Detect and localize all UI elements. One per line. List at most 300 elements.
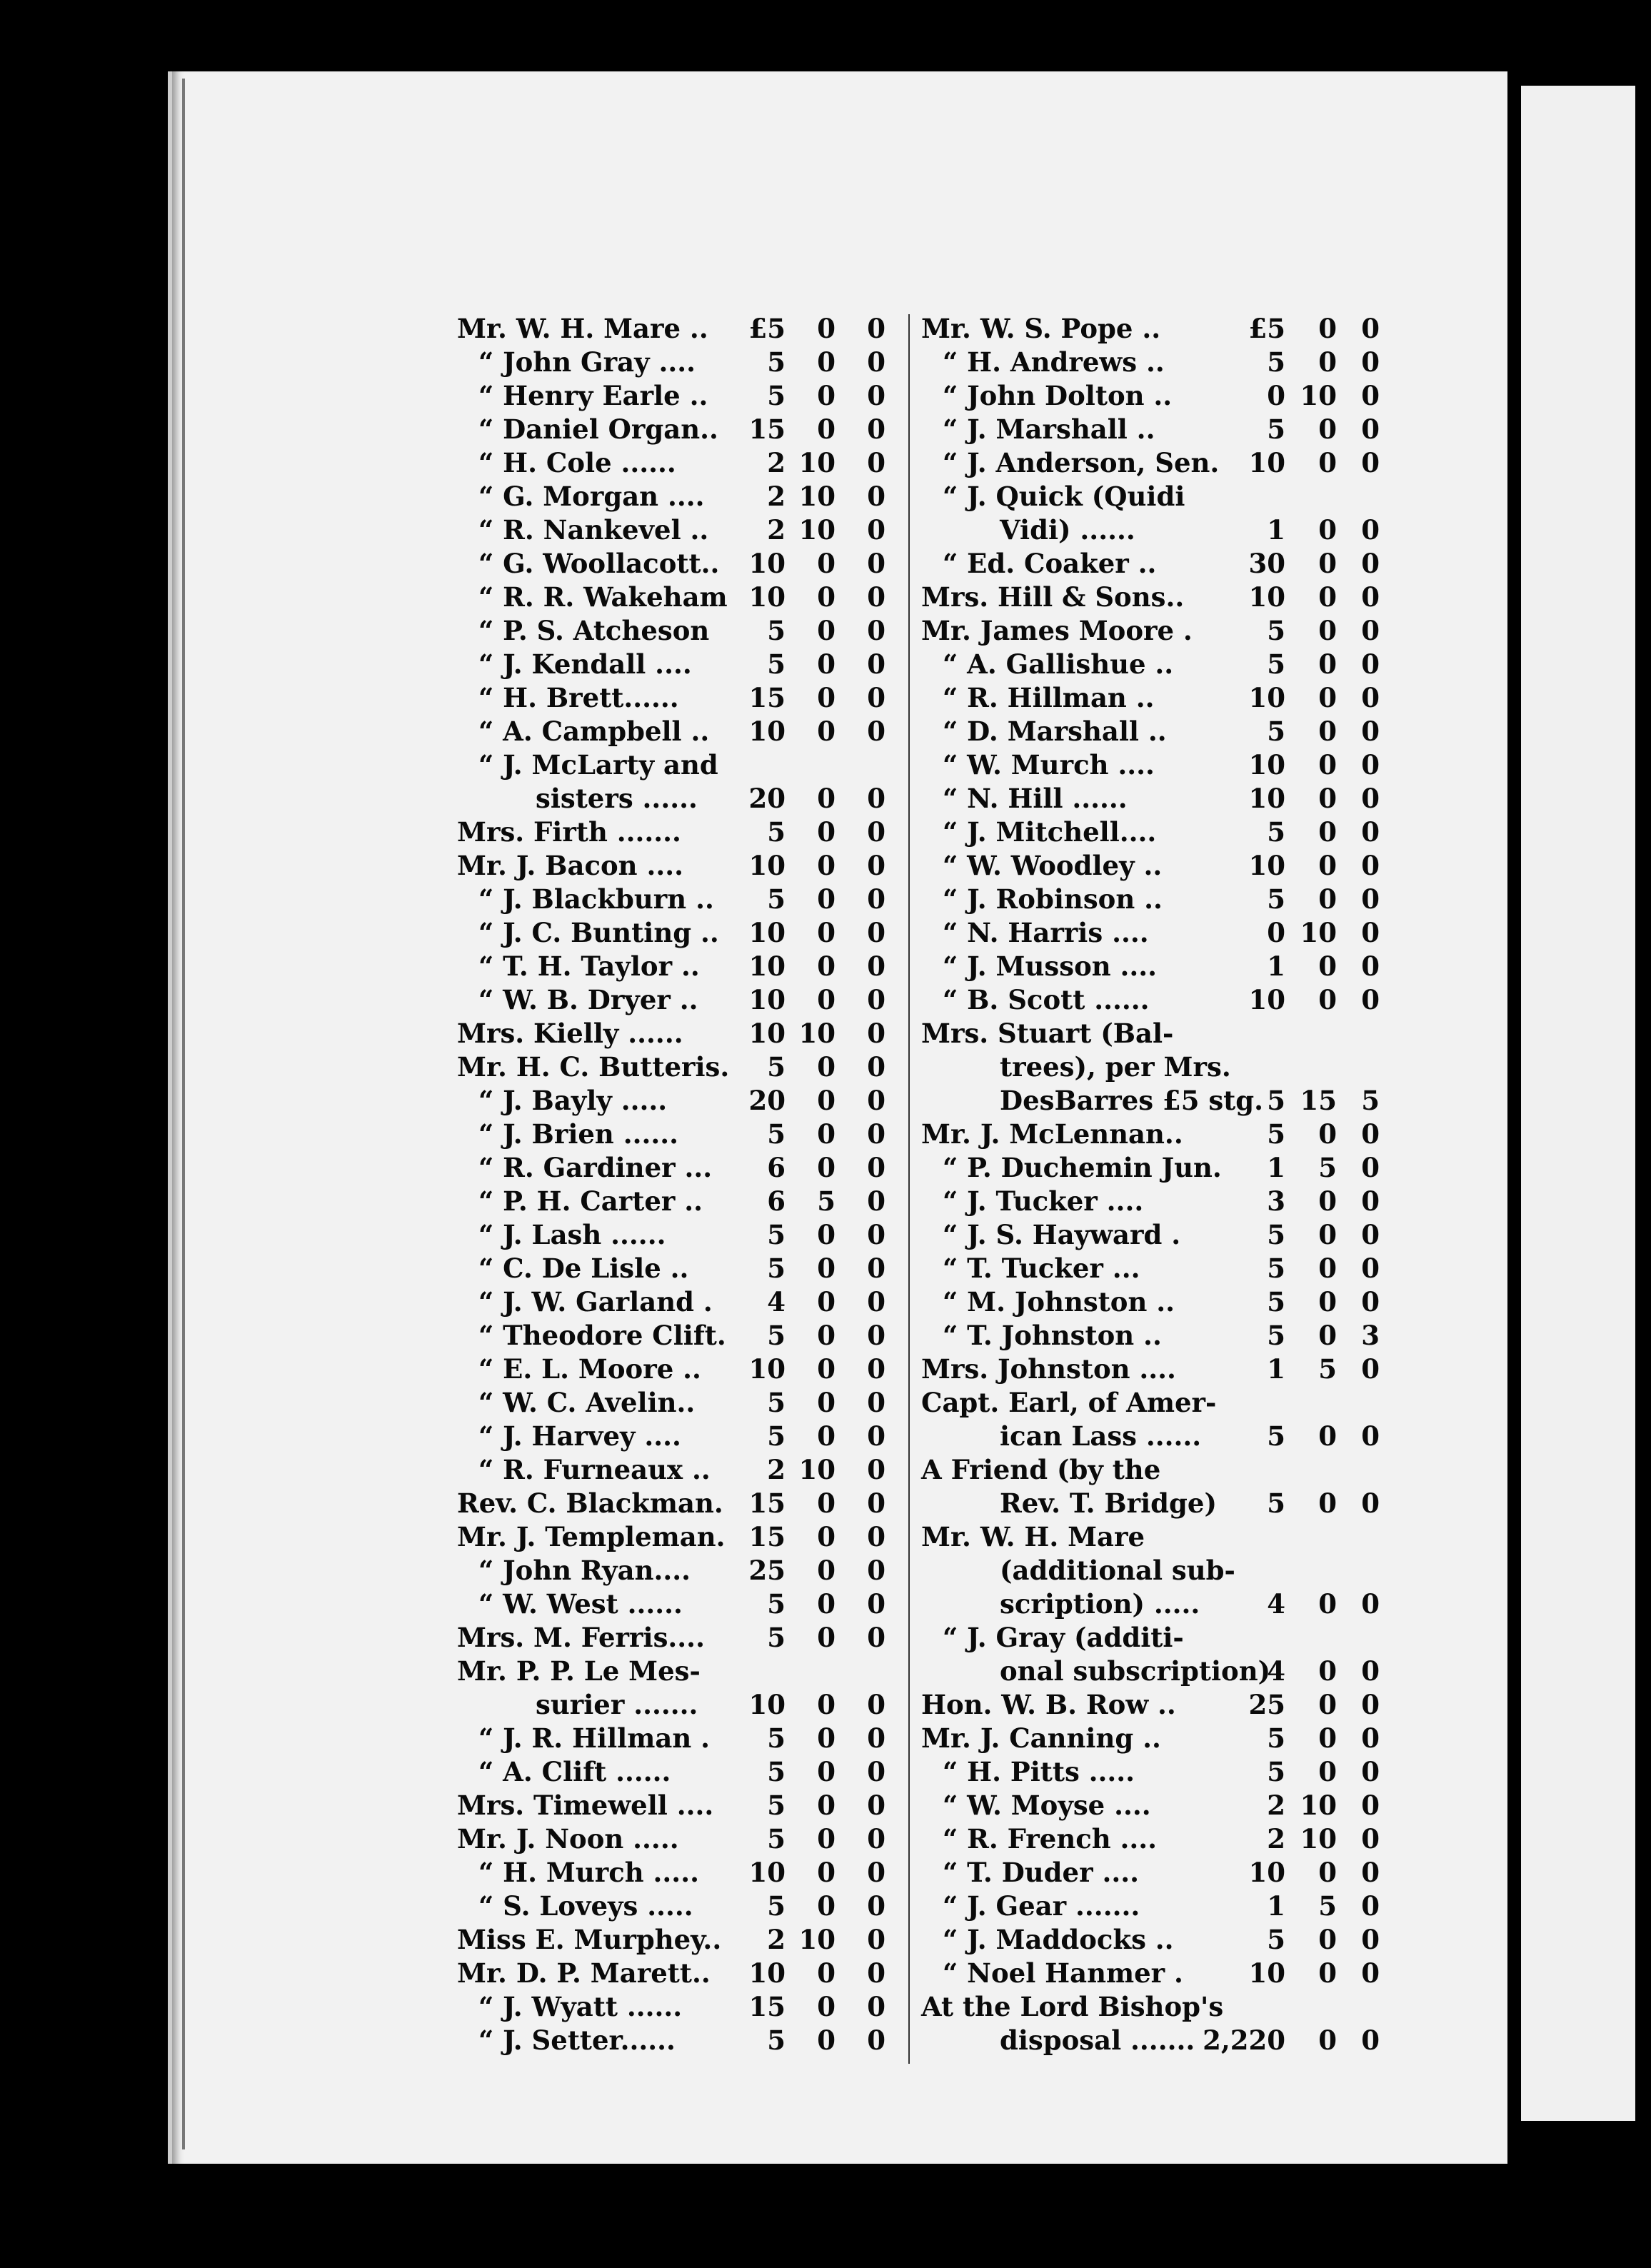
subscriber-name: Rev. T. Bridge) bbox=[1000, 1487, 1217, 1519]
subscriber-row bbox=[457, 1387, 908, 1420]
amount-pounds: 5 bbox=[767, 1051, 786, 1083]
amount-pounds: 5 bbox=[1267, 1286, 1285, 1318]
subscriber-name: “ Theodore Clift. bbox=[478, 1320, 726, 1351]
amount-pence: 0 bbox=[867, 1790, 885, 1821]
subscriber-name: Mrs. Firth ....... bbox=[457, 816, 681, 848]
subscriber-row bbox=[921, 1689, 1378, 1722]
amount-pence: 0 bbox=[867, 514, 885, 546]
amount-pounds: 15 bbox=[748, 1521, 786, 1552]
subscriber-name: Mrs. M. Ferris.... bbox=[457, 1622, 705, 1653]
subscriber-row bbox=[457, 783, 908, 816]
subscriber-row bbox=[457, 2024, 908, 2058]
amount-shillings: 0 bbox=[1318, 783, 1337, 814]
subscriber-row bbox=[457, 1722, 908, 1756]
subscriber-row bbox=[921, 1018, 1378, 1051]
subscriber-row bbox=[457, 1286, 908, 1320]
amount-shillings: 0 bbox=[1318, 1689, 1337, 1720]
subscriber-name: “ Noel Hanmer . bbox=[943, 1957, 1183, 1989]
amount-shillings: 0 bbox=[1318, 1924, 1337, 1955]
amount-pounds: 5 bbox=[767, 648, 786, 680]
subscriber-row bbox=[457, 984, 908, 1018]
amount-shillings: 10 bbox=[1300, 380, 1337, 411]
subscriber-row bbox=[457, 1152, 908, 1185]
amount-pounds: 5 bbox=[767, 1722, 786, 1754]
amount-shillings: 0 bbox=[1318, 850, 1337, 881]
amount-shillings: 0 bbox=[817, 1253, 835, 1284]
page-spine-shadow bbox=[182, 79, 185, 2149]
subscriber-name: Mr. J. McLennan.. bbox=[921, 1118, 1183, 1150]
amount-pence: 0 bbox=[867, 447, 885, 478]
subscriber-name: scription) ..... bbox=[1000, 1588, 1200, 1620]
subscriber-name: “ J. Marshall .. bbox=[943, 413, 1155, 445]
subscriber-name: (additional sub- bbox=[1000, 1555, 1235, 1586]
subscriber-row bbox=[921, 1253, 1378, 1286]
subscriber-name: Mrs. Hill & Sons.. bbox=[921, 581, 1185, 613]
amount-pence: 0 bbox=[1361, 413, 1380, 445]
amount-pence: 0 bbox=[1361, 1353, 1380, 1385]
subscriber-row bbox=[921, 682, 1378, 716]
amount-pence: 0 bbox=[867, 346, 885, 378]
subscriber-row bbox=[457, 1890, 908, 1924]
subscriber-name: “ John Gray .... bbox=[478, 346, 696, 378]
amount-pence: 0 bbox=[867, 682, 885, 713]
subscriber-row bbox=[921, 1790, 1378, 1823]
amount-pence: 0 bbox=[867, 481, 885, 512]
amount-pounds: 4 bbox=[1267, 1655, 1285, 1687]
amount-pounds: 5 bbox=[1267, 1756, 1285, 1787]
subscriber-name: “ W. B. Dryer .. bbox=[478, 984, 698, 1015]
amount-pence: 0 bbox=[1361, 2024, 1380, 2056]
amount-pounds: 1 bbox=[1267, 1152, 1285, 1183]
amount-pence: 0 bbox=[867, 1118, 885, 1150]
subscriber-name: Mr. James Moore . bbox=[921, 615, 1193, 646]
subscriber-row bbox=[457, 1018, 908, 1051]
subscriber-name: Mrs. Stuart (Bal- bbox=[921, 1018, 1174, 1049]
amount-pounds: 5 bbox=[1267, 1924, 1285, 1955]
amount-pounds: 5 bbox=[767, 816, 786, 848]
amount-pence: 0 bbox=[1361, 313, 1380, 344]
amount-shillings: 0 bbox=[817, 1957, 835, 1989]
subscriber-name: “ Daniel Organ.. bbox=[478, 413, 718, 445]
amount-pounds: 15 bbox=[748, 1487, 786, 1519]
amount-pence: 0 bbox=[1361, 1420, 1380, 1452]
amount-shillings: 5 bbox=[817, 1185, 835, 1217]
subscriber-row bbox=[457, 850, 908, 883]
subscriber-name: “ G. Woollacott.. bbox=[478, 548, 720, 579]
subscriber-name: A Friend (by the bbox=[921, 1454, 1161, 1485]
amount-shillings: 0 bbox=[817, 1286, 835, 1318]
amount-pounds: 5 bbox=[1267, 648, 1285, 680]
subscriber-row bbox=[457, 615, 908, 648]
subscriber-row bbox=[457, 313, 908, 346]
amount-pence: 0 bbox=[1361, 1890, 1380, 1922]
amount-pounds: 5 bbox=[767, 883, 786, 915]
subscriber-row bbox=[921, 1185, 1378, 1219]
amount-shillings: 0 bbox=[817, 1152, 835, 1183]
amount-shillings: 0 bbox=[1318, 1286, 1337, 1318]
subscriber-name: Mr. W. H. Mare bbox=[921, 1521, 1145, 1552]
amount-pence: 0 bbox=[1361, 1790, 1380, 1821]
subscriber-name: “ J. Maddocks .. bbox=[943, 1924, 1174, 1955]
amount-pounds: 10 bbox=[1248, 783, 1285, 814]
amount-shillings: 0 bbox=[817, 346, 835, 378]
subscriber-name: “ N. Hill ...... bbox=[943, 783, 1128, 814]
amount-pounds: 5 bbox=[1267, 1085, 1285, 1116]
amount-shillings: 0 bbox=[1318, 346, 1337, 378]
subscriber-name: “ H. Andrews .. bbox=[943, 346, 1165, 378]
subscriber-name: “ S. Loveys ..... bbox=[478, 1890, 693, 1922]
amount-shillings: 0 bbox=[1318, 816, 1337, 848]
amount-pounds: £5 bbox=[748, 313, 786, 344]
amount-pounds: 5 bbox=[767, 2024, 786, 2056]
subscriber-name: “ J. Wyatt ...... bbox=[478, 1991, 683, 2022]
subscriber-row bbox=[457, 1420, 908, 1454]
amount-shillings: 0 bbox=[817, 950, 835, 982]
subscriber-row bbox=[457, 1588, 908, 1622]
subscriber-name: Mr. J. Canning .. bbox=[921, 1722, 1161, 1754]
amount-pounds: 2 bbox=[767, 481, 786, 512]
subscriber-row bbox=[457, 682, 908, 716]
amount-pence: 0 bbox=[867, 1487, 885, 1519]
subscriber-name: Mr. W. H. Mare .. bbox=[457, 313, 708, 344]
amount-pounds: 0 bbox=[1267, 917, 1285, 948]
amount-shillings: 0 bbox=[817, 581, 835, 613]
amount-shillings: 0 bbox=[1318, 1722, 1337, 1754]
amount-pence: 0 bbox=[1361, 1118, 1380, 1150]
subscriber-name: Mr. D. P. Marett.. bbox=[457, 1957, 711, 1989]
subscriber-row bbox=[457, 1957, 908, 1991]
amount-shillings: 0 bbox=[817, 1991, 835, 2022]
amount-pence: 0 bbox=[1361, 783, 1380, 814]
subscriber-row bbox=[921, 1085, 1378, 1118]
amount-pence: 0 bbox=[867, 984, 885, 1015]
subscriber-row bbox=[921, 1454, 1378, 1487]
subscriber-row bbox=[921, 481, 1378, 514]
amount-pence: 0 bbox=[1361, 716, 1380, 747]
amount-pence: 0 bbox=[867, 716, 885, 747]
amount-shillings: 0 bbox=[817, 716, 835, 747]
subscriber-name: “ Ed. Coaker .. bbox=[943, 548, 1157, 579]
amount-shillings: 0 bbox=[817, 1051, 835, 1083]
amount-pounds: 20 bbox=[748, 1085, 786, 1116]
amount-pounds: 2,220 bbox=[1203, 2024, 1285, 2056]
subscriber-row bbox=[457, 1857, 908, 1890]
amount-pence: 0 bbox=[867, 1756, 885, 1787]
subscriber-name: “ Henry Earle .. bbox=[478, 380, 708, 411]
amount-pence: 0 bbox=[867, 615, 885, 646]
amount-shillings: 0 bbox=[817, 1555, 835, 1586]
amount-shillings: 0 bbox=[817, 1890, 835, 1922]
amount-pence: 0 bbox=[867, 1253, 885, 1284]
subscriber-name: Mr. P. P. Le Mes- bbox=[457, 1655, 701, 1687]
amount-pence: 0 bbox=[1361, 1722, 1380, 1754]
subscriber-name: “ A. Gallishue .. bbox=[943, 648, 1174, 680]
amount-pounds: 5 bbox=[767, 1790, 786, 1821]
subscriber-name: “ J. Anderson, Sen. bbox=[943, 447, 1220, 478]
subscriber-name: “ R. Nankevel .. bbox=[478, 514, 709, 546]
amount-pounds: 10 bbox=[748, 1689, 786, 1720]
amount-pence: 0 bbox=[867, 2024, 885, 2056]
subscriber-row bbox=[921, 883, 1378, 917]
amount-pence: 0 bbox=[1361, 581, 1380, 613]
amount-shillings: 0 bbox=[817, 682, 835, 713]
subscriber-row bbox=[457, 648, 908, 682]
amount-pence: 0 bbox=[1361, 1152, 1380, 1183]
subscriber-row bbox=[921, 581, 1378, 615]
subscriber-name: “ W. Moyse .... bbox=[943, 1790, 1151, 1821]
subscriber-name: trees), per Mrs. bbox=[1000, 1051, 1231, 1083]
amount-shillings: 0 bbox=[1318, 716, 1337, 747]
amount-pounds: 15 bbox=[748, 682, 786, 713]
subscriber-name: “ J. McLarty and bbox=[478, 749, 718, 781]
amount-shillings: 0 bbox=[1318, 1756, 1337, 1787]
subscriber-name: “ W. West ...... bbox=[478, 1588, 683, 1620]
amount-pounds: 10 bbox=[748, 850, 786, 881]
amount-shillings: 0 bbox=[817, 816, 835, 848]
amount-pence: 0 bbox=[867, 1152, 885, 1183]
subscriber-name: “ T. Johnston .. bbox=[943, 1320, 1162, 1351]
amount-pounds: 5 bbox=[767, 346, 786, 378]
amount-pence: 0 bbox=[867, 648, 885, 680]
subscriber-name: “ J. S. Hayward . bbox=[943, 1219, 1181, 1250]
amount-pence: 0 bbox=[867, 581, 885, 613]
adjacent-page-edge bbox=[1521, 86, 1635, 2121]
amount-shillings: 10 bbox=[798, 1018, 835, 1049]
subscriber-row bbox=[457, 346, 908, 380]
amount-shillings: 15 bbox=[1300, 1085, 1337, 1116]
subscriber-name: DesBarres £5 stg. bbox=[1000, 1085, 1263, 1116]
amount-pence: 0 bbox=[867, 1454, 885, 1485]
subscriber-name: “ D. Marshall .. bbox=[943, 716, 1167, 747]
subscriber-row bbox=[457, 581, 908, 615]
subscriber-row bbox=[921, 1286, 1378, 1320]
subscriber-name: “ A. Campbell .. bbox=[478, 716, 710, 747]
subscriber-name: “ T. H. Taylor .. bbox=[478, 950, 700, 982]
subscriber-name: “ R. Gardiner ... bbox=[478, 1152, 713, 1183]
subscriber-row bbox=[921, 749, 1378, 783]
amount-pounds: 5 bbox=[1267, 883, 1285, 915]
amount-shillings: 0 bbox=[817, 1857, 835, 1888]
amount-shillings: 0 bbox=[1318, 1253, 1337, 1284]
amount-pounds: 5 bbox=[767, 1420, 786, 1452]
subscriber-row bbox=[921, 1890, 1378, 1924]
subscriber-name: “ H. Pitts ..... bbox=[943, 1756, 1135, 1787]
subscriber-row bbox=[921, 1353, 1378, 1387]
subscriber-name: Mr. J. Noon ..... bbox=[457, 1823, 679, 1855]
amount-pounds: 10 bbox=[748, 716, 786, 747]
amount-pence: 0 bbox=[867, 380, 885, 411]
subscriber-row bbox=[457, 380, 908, 413]
amount-shillings: 0 bbox=[817, 413, 835, 445]
amount-shillings: 0 bbox=[817, 1219, 835, 1250]
subscriber-name: disposal ....... bbox=[1000, 2024, 1195, 2056]
amount-shillings: 0 bbox=[817, 883, 835, 915]
amount-pounds: 1 bbox=[1267, 1890, 1285, 1922]
amount-pounds: 5 bbox=[1267, 1320, 1285, 1351]
amount-pounds: 5 bbox=[1267, 1487, 1285, 1519]
amount-pence: 0 bbox=[867, 1286, 885, 1318]
subscriber-row bbox=[457, 1320, 908, 1353]
subscriber-row bbox=[457, 1454, 908, 1487]
amount-pounds: 1 bbox=[1267, 1353, 1285, 1385]
subscriber-row bbox=[921, 950, 1378, 984]
amount-pence: 0 bbox=[867, 1991, 885, 2022]
subscriber-row bbox=[921, 816, 1378, 850]
amount-pounds: 10 bbox=[748, 1857, 786, 1888]
amount-shillings: 0 bbox=[1318, 1420, 1337, 1452]
amount-pounds: 10 bbox=[748, 1957, 786, 1989]
amount-pounds: 10 bbox=[748, 917, 786, 948]
subscriber-name: “ N. Harris .... bbox=[943, 917, 1149, 948]
subscriber-row bbox=[457, 1823, 908, 1857]
amount-shillings: 0 bbox=[1318, 1655, 1337, 1687]
amount-pence: 0 bbox=[867, 1722, 885, 1754]
amount-pounds: 5 bbox=[767, 1320, 786, 1351]
amount-pence: 3 bbox=[1361, 1320, 1380, 1351]
amount-shillings: 0 bbox=[817, 1487, 835, 1519]
subscriber-row bbox=[457, 1085, 908, 1118]
subscriber-row bbox=[921, 1957, 1378, 1991]
amount-shillings: 0 bbox=[817, 1353, 835, 1385]
amount-pounds: 10 bbox=[1248, 984, 1285, 1015]
amount-pence: 0 bbox=[1361, 648, 1380, 680]
amount-shillings: 0 bbox=[817, 615, 835, 646]
subscriber-name: “ P. S. Atcheson bbox=[478, 615, 710, 646]
amount-shillings: 0 bbox=[817, 1420, 835, 1452]
amount-pounds: 10 bbox=[1248, 749, 1285, 781]
amount-pounds: 15 bbox=[748, 1991, 786, 2022]
amount-pounds: 5 bbox=[767, 1118, 786, 1150]
subscriber-name: “ John Dolton .. bbox=[943, 380, 1173, 411]
subscriber-row bbox=[457, 1790, 908, 1823]
amount-pounds: 6 bbox=[767, 1152, 786, 1183]
amount-shillings: 0 bbox=[817, 2024, 835, 2056]
subscriber-row bbox=[457, 749, 908, 783]
amount-shillings: 0 bbox=[817, 1790, 835, 1821]
amount-shillings: 0 bbox=[1318, 548, 1337, 579]
subscriber-row bbox=[921, 1622, 1378, 1655]
subscriber-row bbox=[457, 1219, 908, 1253]
amount-pounds: 5 bbox=[767, 1622, 786, 1653]
amount-pounds: 5 bbox=[767, 615, 786, 646]
amount-pounds: 10 bbox=[748, 950, 786, 982]
amount-pence: 0 bbox=[867, 1185, 885, 1217]
amount-shillings: 0 bbox=[817, 648, 835, 680]
amount-pence: 0 bbox=[867, 783, 885, 814]
amount-pounds: 10 bbox=[1248, 1957, 1285, 1989]
amount-pounds: 10 bbox=[748, 548, 786, 579]
subscriber-row bbox=[921, 1387, 1378, 1420]
subscriber-row bbox=[921, 1655, 1378, 1689]
subscriber-name: sisters ...... bbox=[536, 783, 698, 814]
subscriber-name: “ H. Brett...... bbox=[478, 682, 679, 713]
amount-pence: 5 bbox=[1361, 1085, 1380, 1116]
amount-pounds: 4 bbox=[767, 1286, 786, 1318]
amount-pence: 0 bbox=[867, 1018, 885, 1049]
amount-pence: 0 bbox=[1361, 380, 1380, 411]
subscriber-name: “ J. W. Garland . bbox=[478, 1286, 713, 1318]
amount-pence: 0 bbox=[867, 850, 885, 881]
amount-pence: 0 bbox=[867, 313, 885, 344]
subscriber-name: “ J. R. Hillman . bbox=[478, 1722, 710, 1754]
subscriber-row bbox=[921, 1219, 1378, 1253]
amount-pence: 0 bbox=[1361, 1185, 1380, 1217]
amount-shillings: 0 bbox=[817, 783, 835, 814]
subscriber-row bbox=[921, 1487, 1378, 1521]
subscriber-row bbox=[921, 1320, 1378, 1353]
subscriber-row bbox=[921, 648, 1378, 682]
subscriber-name: Capt. Earl, of Amer- bbox=[921, 1387, 1217, 1418]
amount-pence: 0 bbox=[1361, 682, 1380, 713]
amount-shillings: 10 bbox=[1300, 1790, 1337, 1821]
amount-shillings: 0 bbox=[817, 917, 835, 948]
amount-pounds: 2 bbox=[767, 1924, 786, 1955]
amount-pounds: 5 bbox=[1267, 413, 1285, 445]
amount-shillings: 0 bbox=[1318, 883, 1337, 915]
amount-pounds: 10 bbox=[1248, 682, 1285, 713]
subscriber-row bbox=[457, 1118, 908, 1152]
amount-pence: 0 bbox=[1361, 917, 1380, 948]
subscriber-row bbox=[457, 481, 908, 514]
amount-pounds: 10 bbox=[1248, 1857, 1285, 1888]
subscriber-row bbox=[921, 1420, 1378, 1454]
amount-pence: 0 bbox=[867, 917, 885, 948]
subscriber-row bbox=[921, 615, 1378, 648]
amount-pounds: 10 bbox=[748, 1353, 786, 1385]
amount-pounds: 25 bbox=[748, 1555, 786, 1586]
amount-shillings: 0 bbox=[1318, 313, 1337, 344]
subscriber-name: Rev. C. Blackman. bbox=[457, 1487, 723, 1519]
amount-pence: 0 bbox=[1361, 850, 1380, 881]
amount-pence: 0 bbox=[1361, 1219, 1380, 1250]
subscriber-row bbox=[921, 1823, 1378, 1857]
subscriber-row bbox=[457, 1353, 908, 1387]
amount-shillings: 0 bbox=[1318, 1957, 1337, 1989]
subscriber-row bbox=[457, 1924, 908, 1957]
amount-pence: 0 bbox=[1361, 447, 1380, 478]
amount-pence: 0 bbox=[867, 1689, 885, 1720]
amount-pounds: 5 bbox=[767, 1387, 786, 1418]
subscriber-row bbox=[921, 1118, 1378, 1152]
subscriber-name: “ T. Duder .... bbox=[943, 1857, 1139, 1888]
amount-pence: 0 bbox=[1361, 749, 1380, 781]
amount-pence: 0 bbox=[867, 1219, 885, 1250]
amount-shillings: 0 bbox=[1318, 413, 1337, 445]
amount-pounds: 10 bbox=[748, 984, 786, 1015]
amount-pounds: 5 bbox=[767, 1756, 786, 1787]
amount-pounds: 15 bbox=[748, 413, 786, 445]
amount-pence: 0 bbox=[867, 1521, 885, 1552]
amount-pence: 0 bbox=[867, 1588, 885, 1620]
amount-shillings: 0 bbox=[1318, 1487, 1337, 1519]
column-divider bbox=[908, 314, 910, 2064]
amount-pounds: 5 bbox=[767, 380, 786, 411]
subscriber-row bbox=[921, 447, 1378, 481]
amount-shillings: 0 bbox=[1318, 950, 1337, 982]
amount-pence: 0 bbox=[867, 413, 885, 445]
amount-pounds: 2 bbox=[767, 447, 786, 478]
subscriber-name: “ J. Gray (additi- bbox=[943, 1622, 1184, 1653]
subscriber-name: “ W. C. Avelin.. bbox=[478, 1387, 696, 1418]
subscriber-row bbox=[921, 514, 1378, 548]
amount-pence: 0 bbox=[867, 1823, 885, 1855]
subscriber-name: “ J. Brien ...... bbox=[478, 1118, 678, 1150]
amount-shillings: 0 bbox=[1318, 615, 1337, 646]
subscriber-name: “ J. C. Bunting .. bbox=[478, 917, 719, 948]
amount-pence: 0 bbox=[867, 1420, 885, 1452]
amount-pence: 0 bbox=[1361, 984, 1380, 1015]
subscriber-name: “ R. Furneaux .. bbox=[478, 1454, 711, 1485]
